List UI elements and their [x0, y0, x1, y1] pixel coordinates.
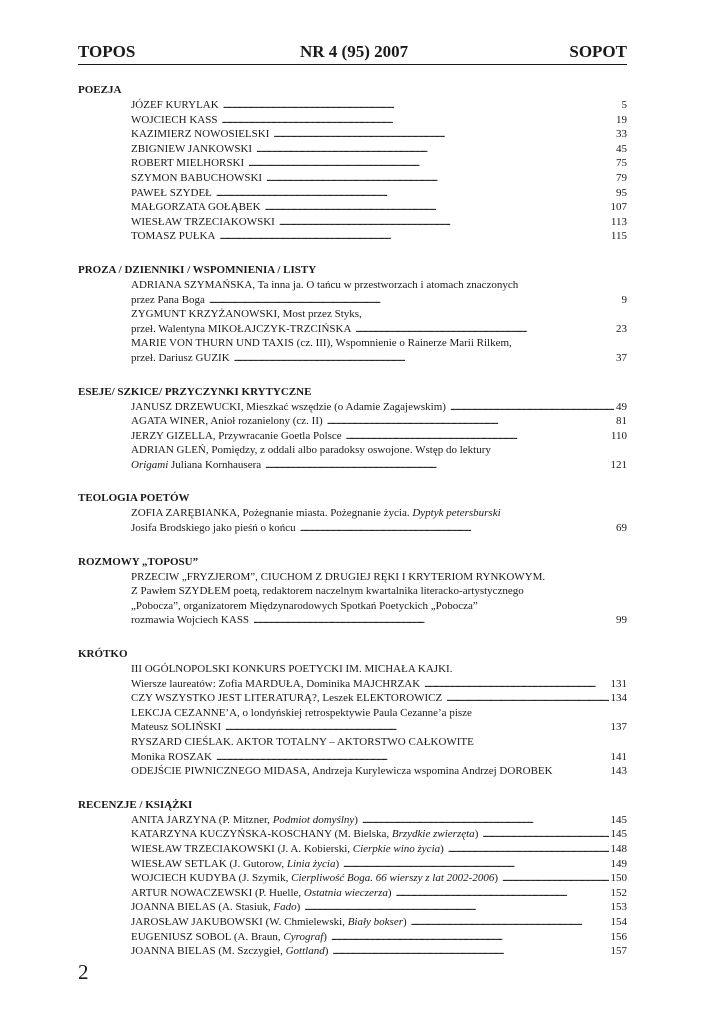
entry-text-segment: JANUSZ DRZEWUCKI, Mieszkać wszędzie (o Adamie Zagajewskim): [131, 400, 446, 413]
dot-leader: [209, 293, 620, 308]
journal-title: TOPOS: [78, 42, 136, 61]
entry-text-segment: LEKCJA CEZANNE’A, o londyńskiej retrospektywie Paula Cezanne’a pisze: [131, 706, 472, 719]
section-title: RECENZJE / KSIĄŻKI: [78, 798, 193, 811]
dot-leader: [482, 827, 608, 842]
dot-leader: [279, 215, 609, 230]
section-title: PROZA / DZIENNIKI / WSPOMNIENIA / LISTY: [78, 263, 317, 276]
toc-entry: [78, 336, 627, 365]
entry-text: [131, 351, 230, 366]
entry-line: [131, 113, 627, 128]
entry-text-segment: AGATA WINER, Anioł rozanielony (cz. II): [131, 415, 323, 428]
entry-title-italic: Podmiot domyślny: [272, 813, 355, 826]
toc-entry: [78, 764, 627, 779]
entry-line: [131, 735, 627, 750]
page-ref: 113: [610, 215, 627, 228]
entry-title-italic: Brzydkie zwierzęta: [391, 828, 475, 841]
dot-leader: [234, 351, 614, 366]
entry-line: [131, 750, 627, 765]
entry-text: [131, 98, 219, 113]
dot-leader: [327, 414, 614, 429]
entry-text: [131, 400, 446, 415]
dot-leader: [266, 171, 614, 186]
toc-entry: [78, 429, 627, 444]
toc-entry: [78, 706, 627, 735]
entry-line: [131, 915, 627, 930]
entry-text-segment: ADRIAN GLEŃ, Pomiędzy, z oddali albo paradoksy oswojone. Wstęp do lektury: [131, 444, 491, 457]
entry-text: [131, 322, 351, 337]
entry-text: [131, 764, 553, 779]
dot-leader: [304, 900, 608, 915]
entry-line: [131, 429, 627, 444]
entry-text-segment: rozmawia Wojciech KASS: [131, 614, 250, 627]
page-ref: 149: [610, 857, 627, 870]
entry-text-segment: SZYMON BABUCHOWSKI: [131, 171, 263, 184]
dot-leader: [446, 691, 608, 706]
entry-line: [131, 930, 627, 945]
entry-text-segment: ): [474, 828, 479, 841]
page-ref: 157: [610, 945, 627, 958]
entry-line: [131, 400, 627, 415]
entry-text-segment: przeł. Walentyna MIKOŁAJCZYK-TRZCIŃSKA: [131, 322, 352, 335]
entry-text: [131, 886, 392, 901]
entry-text-segment: JAROSŁAW JAKUBOWSKI (W. Chmielewski,: [131, 915, 348, 928]
entry-line: [131, 584, 627, 599]
toc-entry: [78, 570, 627, 628]
toc-entry: [78, 307, 627, 336]
entry-title-italic: Gottland: [285, 945, 325, 958]
entry-text: [131, 156, 244, 171]
entry-line: [131, 506, 627, 521]
entry-text: [131, 414, 323, 429]
toc-entry: [78, 127, 627, 142]
entry-text: [131, 142, 252, 157]
toc-entry: [78, 443, 627, 472]
dot-leader: [448, 842, 609, 857]
entry-line: [131, 599, 627, 614]
entry-text-segment: PAWEŁ SZYDEŁ: [131, 186, 212, 199]
toc-entry: [78, 215, 627, 230]
toc-entry: [78, 200, 627, 215]
dot-leader: [502, 871, 609, 886]
entry-text: [131, 677, 420, 692]
toc-entry: [78, 871, 627, 886]
dot-leader: [265, 458, 608, 473]
entry-line: [131, 414, 627, 429]
entry-line: [131, 127, 627, 142]
entry-text-segment: Juliana Kornhausera: [168, 458, 262, 471]
entry-title-italic: Cyrograf: [283, 930, 324, 943]
toc-entry: [78, 857, 627, 872]
entry-text: [131, 915, 407, 930]
entry-text-segment: ZOFIA ZARĘBIANKA, Pożegnanie miasta. Pożegnanie życia.: [131, 507, 413, 520]
page-ref: 37: [616, 351, 627, 364]
page-ref: 45: [616, 142, 627, 155]
entry-line: [131, 764, 627, 779]
page-ref: 23: [616, 322, 627, 335]
toc-entry: [78, 842, 627, 857]
dot-leader: [424, 677, 608, 692]
entry-text-segment: KAZIMIERZ NOWOSIELSKI: [131, 128, 270, 141]
entry-line: [131, 156, 627, 171]
page-number: 2: [78, 960, 89, 984]
entry-text-segment: ADRIANA SZYMAŃSKA, Ta inna ja. O tańcu w przestworzach i atomach znaczonych: [131, 278, 519, 291]
entry-line: [131, 720, 627, 735]
dot-leader: [216, 750, 609, 765]
toc-entry: [78, 930, 627, 945]
page-ref: 150: [610, 872, 627, 885]
toc-entry: [78, 414, 627, 429]
entry-line: [131, 871, 627, 886]
entry-text: [131, 585, 524, 597]
entry-text-segment: „Pobocza”, organizatorem Międzynarodowych Spotkań Poetyckich „Pobocza”: [131, 599, 478, 612]
entry-line: [131, 677, 627, 692]
entry-line: [131, 186, 627, 201]
page-ref: 81: [616, 415, 627, 428]
entry-text: [131, 750, 212, 765]
entry-line: [131, 200, 627, 215]
entry-text: [131, 521, 296, 536]
page-ref: 79: [616, 171, 627, 184]
toc-entry: [78, 944, 627, 959]
entry-line: [131, 322, 627, 337]
entry-text-segment: III OGÓLNOPOLSKI KONKURS POETYCKI IM. MICHAŁA KAJKI.: [131, 663, 453, 676]
entry-text-segment: ): [440, 842, 444, 855]
entry-text-segment: Wiersze laureatów: Zofia MARDUŁA, Dominika MAJCHRZAK: [131, 677, 421, 690]
dot-leader: [225, 720, 608, 735]
entry-line: [131, 662, 627, 677]
page-ref: 5: [621, 99, 627, 111]
page-ref: 134: [610, 692, 627, 705]
entry-text: [131, 279, 518, 291]
entry-text: [131, 900, 300, 915]
entry-text: [131, 458, 261, 473]
entry-text: [131, 600, 478, 612]
running-header: [78, 40, 627, 64]
page-ref: 148: [610, 842, 627, 855]
entry-line: [131, 443, 627, 458]
dot-leader: [355, 322, 614, 337]
entry-text: [131, 127, 269, 142]
entry-text-segment: KATARZYNA KUCZYŃSKA-KOSCHANY (M. Bielska,: [131, 828, 392, 841]
city: SOPOT: [569, 42, 627, 61]
entry-text-segment: ): [354, 813, 358, 826]
entry-line: [131, 278, 627, 293]
entry-line: [131, 900, 627, 915]
entry-line: [131, 944, 627, 959]
entry-text: [131, 827, 478, 842]
entry-text-segment: MARIE VON THURN UND TAXIS (cz. III), Wspomnienie o Rainerze Marii Rilkem,: [131, 337, 512, 350]
entry-text: [131, 736, 474, 748]
page-ref: 9: [621, 293, 627, 306]
entry-text: [131, 571, 545, 583]
entry-text-segment: ): [324, 945, 329, 958]
dot-leader: [265, 200, 609, 215]
entry-line: [131, 293, 627, 308]
toc-entry: [78, 156, 627, 171]
entry-text: [131, 215, 275, 230]
dot-leader: [300, 521, 614, 536]
entry-line: [131, 842, 627, 857]
entry-line: [131, 229, 627, 244]
entry-text-segment: ODEJŚCIE PIWNICZNEGO MIDASA, Andrzeja Kurylewicza wspomina Andrzej DOROBEK: [131, 765, 553, 778]
toc-entry: [78, 506, 627, 535]
entry-text: [131, 691, 442, 706]
entry-text-segment: Z Pawłem SZYDŁEM poetą, redaktorem naczelnym kwartalnika literacko-artystycznego: [131, 585, 524, 598]
toc-entry: [78, 900, 627, 915]
entry-text-segment: WIESŁAW TRZECIAKOWSKI: [131, 215, 275, 228]
toc-section: [78, 264, 627, 366]
header-rule: [78, 64, 627, 65]
entry-title-italic: Fado: [273, 901, 297, 914]
page-ref: 137: [610, 721, 627, 734]
entry-text-segment: RYSZARD CIEŚLAK. AKTOR TOTALNY – AKTORSTWO CAŁKOWITE: [131, 736, 474, 748]
entry-line: [131, 98, 627, 113]
page-ref: 99: [616, 614, 627, 627]
entry-line: [131, 142, 627, 157]
entry-title-italic: Cierpliwość Boga. 66 wierszy z lat 2002-2006: [291, 872, 495, 885]
entry-line: [131, 215, 627, 230]
toc-entry: [78, 813, 627, 828]
entry-text: [131, 337, 512, 349]
entry-text-segment: MAŁGORZATA GOŁĄBEK: [131, 201, 261, 214]
entry-title-italic: Origami: [131, 458, 169, 471]
entry-title-italic: Dyptyk petersburski: [412, 507, 501, 520]
entry-text-segment: JERZY GIZELLA, Przywracanie Goetla Polsce: [131, 429, 342, 442]
section-title: POEZJA: [78, 84, 122, 96]
dot-leader: [362, 813, 609, 828]
entry-text: [131, 720, 221, 735]
toc-entry: [78, 827, 627, 842]
section-title: KRÓTKO: [78, 648, 128, 661]
page-ref: 153: [610, 901, 627, 914]
entry-title-italic: Ostatnia wieczerza: [303, 886, 388, 899]
dot-leader: [331, 930, 609, 945]
entry-line: [131, 336, 627, 351]
entry-title-italic: Linia życia: [286, 857, 336, 870]
entry-text-segment: PRZECIW „FRYZJEROM”, CIUCHOM Z DRUGIEJ RĘKI I KRYTERIOM RYNKOWYM.: [131, 570, 546, 583]
entry-text-segment: EUGENIUSZ SOBOL (A. Braun,: [131, 930, 284, 943]
entry-text-segment: ANITA JARZYNA (P. Mitzner,: [131, 813, 273, 826]
page-ref: 75: [616, 157, 627, 170]
entry-text-segment: ): [323, 930, 327, 943]
entry-text-segment: przez Pana Boga: [131, 293, 205, 306]
toc-entry: [78, 278, 627, 307]
entry-text-segment: JÓZEF KURYLAK: [131, 99, 219, 111]
dot-leader: [273, 127, 614, 142]
dot-leader: [346, 429, 609, 444]
entry-text-segment: ): [402, 915, 407, 928]
toc-entry: [78, 98, 627, 113]
entry-text-segment: przeł. Dariusz GUZIK: [131, 351, 230, 364]
toc-entry: [78, 171, 627, 186]
table-of-contents: [78, 84, 627, 979]
page-ref: 19: [616, 113, 627, 126]
entry-text-segment: ARTUR NOWACZEWSKI (P. Huelle,: [131, 886, 304, 899]
entry-text: [131, 113, 217, 128]
dot-leader: [332, 944, 608, 959]
page-ref: 145: [610, 813, 627, 826]
entry-text-segment: ): [296, 901, 301, 914]
entry-text: [131, 507, 501, 519]
entry-text: [131, 842, 444, 857]
entry-text: [131, 944, 328, 959]
dot-leader: [216, 186, 614, 201]
page-ref: 143: [610, 765, 627, 778]
entry-text-segment: WOJCIECH KASS: [131, 113, 218, 126]
entry-line: [131, 613, 627, 628]
toc-section: [78, 799, 627, 959]
page-ref: 131: [610, 677, 627, 690]
page-ref: 49: [616, 400, 627, 413]
entry-text-segment: ZBIGNIEW JANKOWSKI: [131, 142, 253, 155]
page-ref: 141: [610, 750, 627, 763]
entry-text-segment: ): [387, 886, 392, 899]
section-title: ROZMOWY „TOPOSU”: [78, 555, 199, 568]
page-ref: 154: [610, 915, 627, 928]
dot-leader: [256, 142, 614, 157]
toc-entry: [78, 229, 627, 244]
entry-title-italic: Biały bokser: [347, 915, 403, 928]
entry-line: [131, 521, 627, 536]
toc-entry: [78, 400, 627, 415]
entry-title-italic: Cierpkie wino życia: [352, 842, 441, 855]
page-ref: 115: [610, 230, 627, 243]
entry-text-segment: TOMASZ PUŁKA: [131, 230, 216, 243]
entry-text: [131, 871, 498, 886]
page-ref: 69: [616, 522, 627, 535]
toc-entry: [78, 662, 627, 691]
entry-text-segment: Mateusz SOLIŃSKI: [131, 721, 222, 734]
entry-line: [131, 351, 627, 366]
toc-entry: [78, 735, 627, 764]
entry-line: [131, 307, 627, 322]
toc-entry: [78, 186, 627, 201]
page-ref: 152: [610, 886, 627, 899]
toc-section: [78, 386, 627, 473]
page-ref: 145: [610, 828, 627, 841]
entry-text: [131, 613, 249, 628]
dot-leader: [221, 113, 614, 128]
entry-line: [131, 886, 627, 901]
dot-leader: [223, 98, 620, 113]
dot-leader: [248, 156, 614, 171]
entry-text-segment: JOANNA BIELAS (A. Stasiuk,: [131, 901, 274, 914]
entry-text: [131, 308, 362, 320]
page-ref: 33: [616, 128, 627, 141]
entry-line: [131, 706, 627, 721]
toc-entry: [78, 886, 627, 901]
entry-text: [131, 707, 472, 719]
entry-text-segment: CZY WSZYSTKO JEST LITERATURĄ?, Leszek ELEKTOROWICZ: [131, 692, 443, 705]
entry-text: [131, 857, 339, 872]
page-ref: 121: [610, 458, 627, 471]
entry-line: [131, 827, 627, 842]
dot-leader: [253, 613, 614, 628]
entry-text-segment: Monika ROSZAK: [131, 750, 212, 763]
page-ref: 107: [610, 201, 627, 214]
section-title: ESEJE/ SZKICE/ PRZYCZYNKI KRYTYCZNE: [78, 385, 312, 398]
entry-text: [131, 186, 212, 201]
entry-line: [131, 857, 627, 872]
entry-line: [131, 813, 627, 828]
dot-leader: [343, 857, 608, 872]
entry-text: [131, 663, 452, 675]
entry-text-segment: ): [335, 857, 340, 870]
toc-entry: [78, 142, 627, 157]
entry-text-segment: WOJCIECH KUDYBA (J. Szymik,: [131, 872, 292, 885]
entry-text: [131, 813, 358, 828]
page-ref: 95: [616, 186, 627, 199]
entry-text-segment: ROBERT MIELHORSKI: [131, 157, 245, 170]
dot-leader: [219, 229, 608, 244]
entry-text-segment: Josifa Brodskiego jako pieśń o końcu: [131, 522, 296, 535]
entry-text-segment: ZYGMUNT KRZYŻANOWSKI, Most przez Styks,: [131, 308, 362, 321]
entry-text-segment: WIESŁAW TRZECIAKOWSKI (J. A. Kobierski,: [131, 842, 353, 855]
entry-line: [131, 458, 627, 473]
entry-text: [131, 429, 342, 444]
entry-text: [131, 200, 261, 215]
entry-text-segment: JOANNA BIELAS (M. Szczygieł,: [131, 945, 286, 958]
entry-line: [131, 691, 627, 706]
dot-leader: [411, 915, 609, 930]
toc-section: [78, 492, 627, 535]
section-title: TEOLOGIA POETÓW: [78, 492, 190, 505]
toc-section: [78, 84, 627, 244]
toc-section: [78, 556, 627, 628]
page-ref: 110: [610, 429, 627, 442]
issue-number: NR 4 (95) 2007: [300, 42, 409, 61]
entry-text-segment: ): [494, 872, 498, 885]
entry-text-segment: WIESŁAW SETLAK (J. Gutorow,: [131, 857, 287, 870]
toc-entry: [78, 915, 627, 930]
entry-text: [131, 293, 205, 308]
toc-entry: [78, 691, 627, 706]
dot-leader: [450, 400, 614, 415]
entry-line: [131, 570, 627, 585]
toc-entry: [78, 113, 627, 128]
page-ref: 156: [610, 930, 627, 943]
entry-text: [131, 229, 215, 244]
dot-leader: [396, 886, 609, 901]
entry-line: [131, 171, 627, 186]
toc-section: [78, 648, 627, 779]
entry-text: [131, 930, 327, 945]
entry-text: [131, 444, 491, 456]
entry-text: [131, 171, 262, 186]
